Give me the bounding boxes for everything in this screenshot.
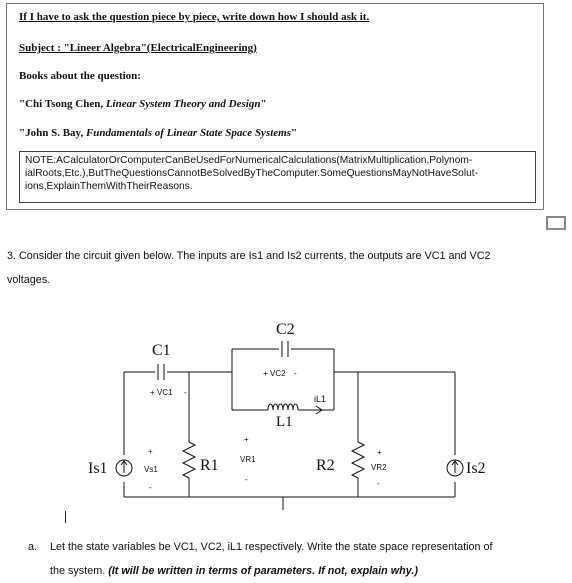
note-box xyxy=(19,151,536,203)
subject-text: Subject : "Lineer Algebra"(ElectricalEngineering) xyxy=(19,42,257,54)
current-arrow-il1 xyxy=(304,406,322,414)
label-vc2: VC2 xyxy=(270,369,286,378)
plus-vr2: + xyxy=(377,448,382,457)
capacitor-c1 xyxy=(158,364,164,380)
instruction-text: If I have to ask the question piece by piece, write down how I should ask it. xyxy=(19,11,370,23)
label-vc1: VC1 xyxy=(157,388,173,397)
note-line: ions,ExplainThemWithTheirReasons. xyxy=(25,181,193,192)
label-is2: Is2 xyxy=(466,460,486,477)
plus-vc2: + xyxy=(263,369,268,378)
minus-vc1: - xyxy=(184,388,187,397)
part-a-line-1: Let the state variables be VC1, VC2, iL1 respectively. Write the state space representation of xyxy=(50,541,493,553)
label-il1: iL1 xyxy=(314,394,327,404)
label-vs1: Vs1 xyxy=(144,465,158,474)
text-cursor xyxy=(65,511,66,523)
label-vr1: VR1 xyxy=(240,455,256,464)
plus-vc1: + xyxy=(150,388,155,397)
minus-vc2: - xyxy=(294,369,297,378)
label-l1: L1 xyxy=(276,414,293,430)
label-r2: R2 xyxy=(316,457,335,474)
inductor-l1 xyxy=(268,404,298,410)
plus-vr1: + xyxy=(244,435,249,444)
question-text-line-2: voltages. xyxy=(7,274,51,286)
label-r1: R1 xyxy=(200,457,219,474)
label-vr2: VR2 xyxy=(371,463,387,472)
note-line: ialRoots,Etc.),ButTheQuestionsCannotBeSolvedByTheComputer.SomeQuestionsMayNotHaveSolut- xyxy=(25,168,478,179)
label-c1: C1 xyxy=(152,342,171,359)
label-is1: Is1 xyxy=(88,460,108,477)
current-source-is2 xyxy=(447,460,463,476)
books-label: Books about the question: xyxy=(19,70,141,82)
answer-checkbox[interactable] xyxy=(546,216,566,230)
minus-vs1: - xyxy=(149,483,152,492)
minus-vr2: - xyxy=(377,479,380,488)
part-a-line-2: the system. (It will be written in terms of parameters. If not, explain why.) xyxy=(50,565,418,577)
resistor-r2 xyxy=(352,442,364,478)
minus-vr1: - xyxy=(245,475,248,484)
label-c2: C2 xyxy=(276,321,295,338)
resistor-r1 xyxy=(183,442,195,478)
capacitor-c2 xyxy=(282,341,288,357)
plus-vs1: + xyxy=(148,447,153,456)
question-text-line-1: 3. Consider the circuit given below. The inputs are Is1 and Is2 currents, the outputs are VC1 and VC2 xyxy=(7,250,491,262)
circuit-diagram xyxy=(0,300,572,510)
current-source-is1 xyxy=(116,460,132,476)
book-reference-2: "John S. Bay, Fundamentals of Linear State Space Systems" xyxy=(19,127,298,139)
note-line: NOTE:ACalculatorOrComputerCanBeUsedForNumericalCalculations(MatrixMultiplication,Polynom- xyxy=(25,155,473,166)
part-a-letter: a. xyxy=(28,541,38,553)
book-reference-1: "Chi Tsong Chen, Linear System Theory and Design" xyxy=(19,98,267,110)
